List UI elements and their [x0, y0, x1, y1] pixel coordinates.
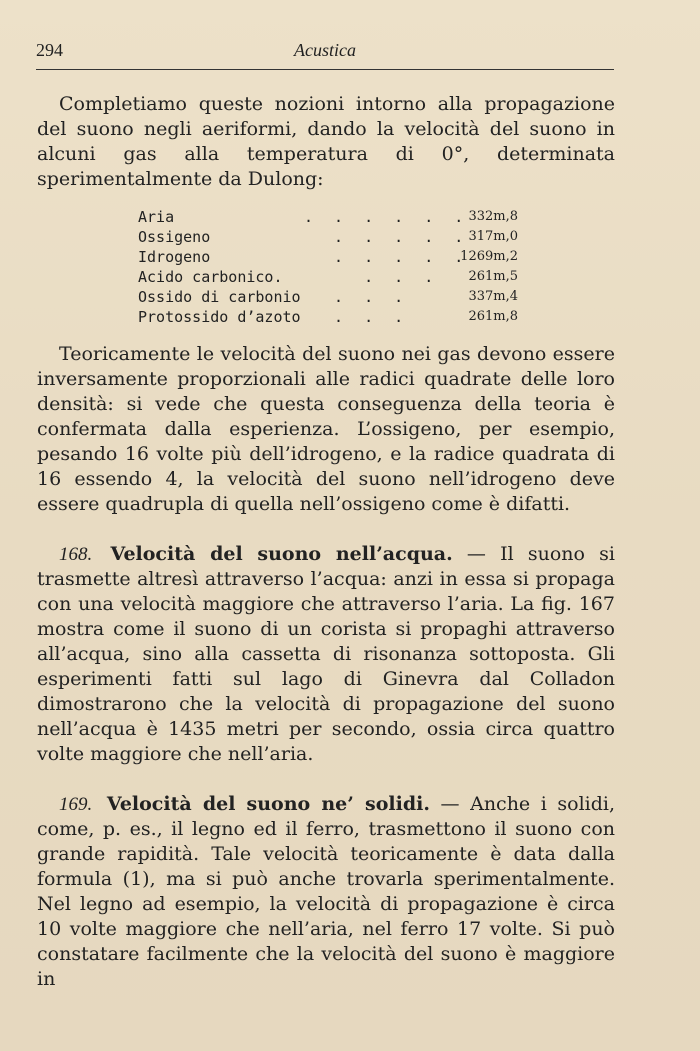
section-168	[37, 542, 615, 767]
gas-velocity: 337m,4	[468, 289, 518, 304]
gas-name: Acido carbonico.	[138, 268, 283, 286]
leader-dots: . . .	[304, 308, 410, 326]
section-169	[37, 792, 615, 992]
gas-name: Ossido di carbonio	[138, 288, 301, 306]
page-number: 294	[36, 40, 63, 60]
section-title: Velocità del suono nell’acqua.	[110, 543, 453, 565]
leader-dots: . . . . .	[304, 248, 470, 266]
theory-paragraph	[37, 342, 615, 517]
theory-text: Teoricamente le velocità del suono nei gas devono essere inversamente proporzionali alle radici quadrate delle loro densità: si vede che questa conseguenza della teoria è confermata dalla esperienza. L’ossigeno, per esempio, pesando 16 volte più dell’idrogeno, e la radice quadrata di 16 essendo 4, la velocità del suono nell’idrogeno deve essere quadrupla di quella nell’ossigeno come è difatti.	[37, 343, 615, 515]
table-row	[138, 247, 518, 267]
page-header	[36, 40, 614, 66]
leader-dots: . . . . . .	[304, 208, 470, 226]
gas-velocity: 332m,8	[468, 209, 518, 224]
leader-dots: . . .	[304, 288, 410, 306]
gas-name: Idrogeno	[138, 248, 211, 266]
section-number: 168.	[59, 544, 93, 565]
header-rule	[36, 69, 614, 70]
leader-dots: . . .	[304, 268, 440, 286]
gas-velocity: 261m,8	[468, 309, 518, 324]
table-row	[138, 267, 518, 287]
table-row	[138, 287, 518, 307]
section-body: — Anche i solidi, come, p. es., il legno ed il ferro, trasmettono il suono con grande rapidità. Tale velocità teoricamente è data dalla formula (1), ma si può anche trovarla sperimentalmente. Nel legno ad esempio, la velocità di propagazione è circa 10 volte maggiore che nell’aria, nel ferro 17 volte. Si può constatare facilmente che la velocità del suono è maggiore in	[37, 793, 616, 990]
gas-velocity: 317m,0	[468, 229, 518, 244]
section-title: Velocità del suono ne’ solidi.	[106, 793, 430, 815]
section-169-paragraph	[37, 792, 615, 992]
section-body: — Il suono si trasmette altresì attraverso l’acqua: anzi in essa si propaga con una velocità maggiore che attraverso l’aria. La fig. 167 mostra come il suono di un corista si propaghi attraverso all’acqua, sino alla cassetta di risonanza sottoposta. Gli esperimenti fatti sul lago di Ginevra dal Colladon dimostrarono che la velocità di propagazione del suono nell’acqua è 1435 metri per secondo, ossia circa quattro volte maggiore che nell’aria.	[37, 543, 615, 765]
gas-velocity: 1269m,2	[460, 249, 518, 264]
leader-dots: . . . . .	[304, 228, 470, 246]
gas-name: Aria	[138, 208, 175, 226]
table-row	[138, 227, 518, 247]
section-168-paragraph	[37, 542, 615, 767]
gas-velocity: 261m,5	[468, 269, 518, 284]
running-title: Acustica	[294, 40, 356, 60]
table-row	[138, 307, 518, 327]
intro-text: Completiamo queste nozioni intorno alla propagazione del suono negli aeriformi, dando la velocità del suono in alcuni gas alla temperatura di 0°, determinata sperimentalmente da Dulong:	[37, 93, 615, 190]
table-row	[138, 207, 518, 227]
intro-paragraph	[37, 92, 615, 192]
gas-name: Protossido d’azoto	[138, 308, 301, 326]
section-number: 169.	[59, 794, 93, 815]
gas-velocity-table	[138, 207, 518, 327]
gas-name: Ossigeno	[138, 228, 211, 246]
